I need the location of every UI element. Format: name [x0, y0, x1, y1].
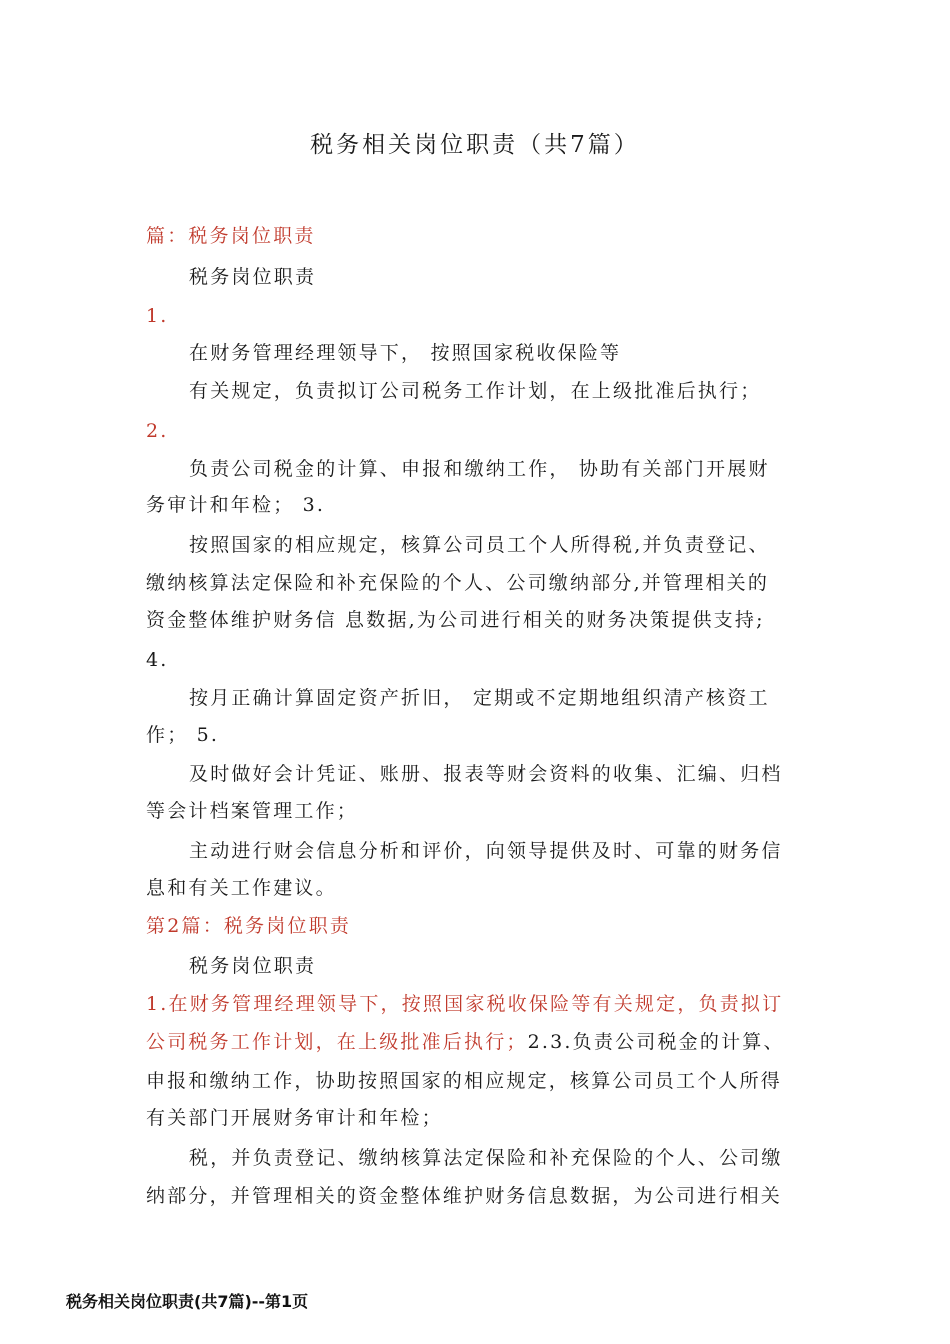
list-number: 1. [146, 305, 169, 327]
paragraph-line-segment: 2.3.负责公司税金的计算、 [527, 1031, 785, 1053]
list-number: 2. [146, 420, 169, 442]
section-heading-1: 篇：税务岗位职责 [146, 225, 316, 247]
paragraph-line [146, 1029, 811, 1055]
paragraph-line: 按月正确计算固定资产折旧， 定期或不定期地组织清产核资工 [189, 687, 770, 709]
paragraph-line: 纳部分，并管理相关的资金整体维护财务信息数据，为公司进行相关 [146, 1185, 783, 1207]
paragraph-line: 资金整体维护财务信 息数据,为公司进行相关的财务决策提供支持; [146, 609, 765, 631]
paragraph-line: 务审计和年检； 3. [146, 494, 326, 516]
paragraph-line: 按照国家的相应规定，核算公司员工个人所得税,并负责登记、 [189, 534, 770, 556]
paragraph-line: 等会计档案管理工作； [146, 800, 359, 822]
paragraph-line: 有关规定，负责拟订公司税务工作计划，在上级批准后执行； [189, 380, 762, 402]
paragraph-line: 作； 5. [146, 724, 220, 746]
paragraph-line: 税务岗位职责 [189, 266, 317, 288]
paragraph-line: 主动进行财会信息分析和评价，向领导提供及时、可靠的财务信 [189, 840, 783, 862]
paragraph-line: 申报和缴纳工作，协助按照国家的相应规定，核算公司员工个人所得 [146, 1070, 783, 1092]
document-title: 税务相关岗位职责（共7篇） [310, 132, 640, 158]
paragraph-line: 在财务管理经理领导下， 按照国家税收保险等 [189, 342, 622, 364]
section-heading-2: 第2篇：税务岗位职责 [146, 915, 352, 937]
paragraph-line: 税务岗位职责 [189, 955, 317, 977]
list-number: 4. [146, 649, 169, 671]
paragraph-line: 负责公司税金的计算、申报和缴纳工作， 协助有关部门开展财 [189, 458, 770, 480]
paragraph-line: 缴纳核算法定保险和补充保险的个人、公司缴纳部分,并管理相关的 [146, 572, 770, 594]
paragraph-line: 有关部门开展财务审计和年检； [146, 1107, 443, 1129]
paragraph-line: 及时做好会计凭证、账册、报表等财会资料的收集、汇编、归档 [189, 763, 783, 785]
page-footer: 税务相关岗位职责(共7篇)--第1页 [66, 1292, 309, 1311]
paragraph-line-highlight: 1.在财务管理经理领导下，按照国家税收保险等有关规定，负责拟订 [146, 993, 784, 1015]
paragraph-line-highlight: 公司税务工作计划，在上级批准后执行； [146, 1031, 528, 1053]
paragraph-line: 税，并负责登记、缴纳核算法定保险和补充保险的个人、公司缴 [189, 1147, 783, 1169]
paragraph-line: 息和有关工作建议。 [146, 877, 337, 899]
